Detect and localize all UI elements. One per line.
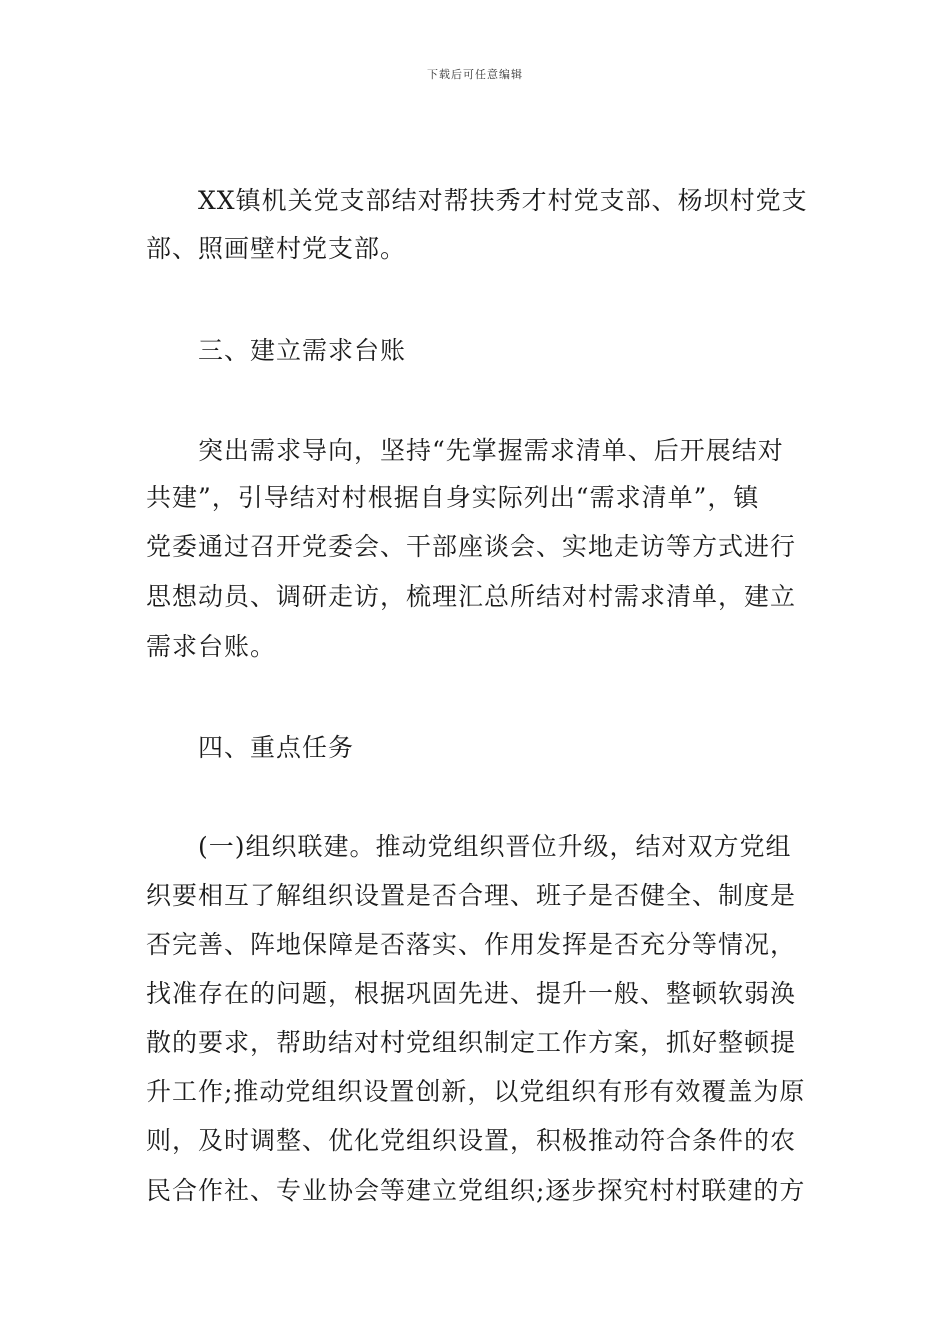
- paragraph-3-line-2: 织要相互了解组织设置是否合理、班子是否健全、制度是: [146, 881, 797, 910]
- paragraph-2-line-2: 共建”，引导结对村根据自身实际列出“需求清单”，镇: [146, 483, 760, 512]
- paragraph-3-line-1: (一)组织联建。推动党组织晋位升级，结对双方党组: [198, 832, 792, 861]
- paragraph-3-line-3: 否完善、阵地保障是否落实、作用发挥是否充分等情况，: [146, 930, 797, 959]
- header-note: 下载后可任意编辑: [427, 68, 523, 81]
- paragraph-2-line-3: 党委通过召开党委会、干部座谈会、实地走访等方式进行: [146, 532, 797, 561]
- paragraph-3-line-8: 民合作社、专业协会等建立党组织;逐步探究村村联建的方: [146, 1176, 806, 1205]
- paragraph-1-line-2: 部、照画壁村党支部。: [146, 234, 407, 263]
- paragraph-1-line-1: XX镇机关党支部结对帮扶秀才村党支部、杨坝村党支: [198, 186, 808, 215]
- section-heading-3: 三、建立需求台账: [198, 336, 407, 365]
- paragraph-3-line-4: 找准存在的问题，根据巩固先进、提升一般、整顿软弱涣: [146, 979, 797, 1008]
- paragraph-2-line-1: 突出需求导向，坚持“先掌握需求清单、后开展结对: [198, 436, 784, 465]
- paragraph-3-line-5: 散的要求，帮助结对村党组织制定工作方案，抓好整顿提: [146, 1028, 797, 1057]
- section-heading-4: 四、重点任务: [198, 733, 355, 762]
- paragraph-2-line-4: 思想动员、调研走访，梳理汇总所结对村需求清单，建立: [146, 582, 797, 611]
- paragraph-2-line-5: 需求台账。: [146, 632, 277, 661]
- paragraph-3-line-7: 则，及时调整、优化党组织设置，积极推动符合条件的农: [146, 1126, 797, 1155]
- paragraph-3-line-6: 升工作;推动党组织设置创新，以党组织有形有效覆盖为原: [146, 1077, 806, 1106]
